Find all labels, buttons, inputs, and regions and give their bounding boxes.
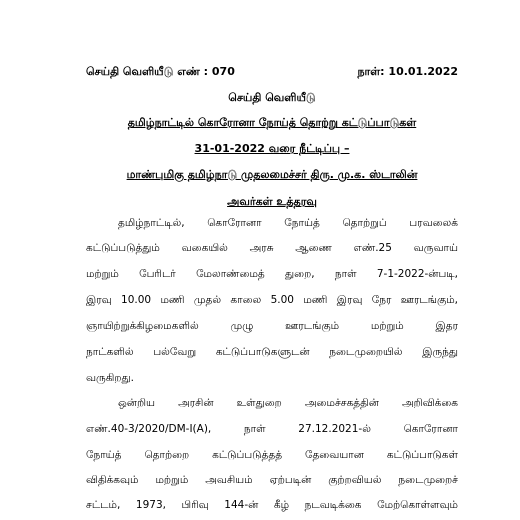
headline-line-2: 31-01-2022 வரை நீட்டிப்பு –: [194, 142, 350, 155]
paragraph-1-line: நாட்களில் பல்வேறு கட்டுப்பாடுகளுடன் நடைமுறையில் இருந்து: [86, 346, 458, 358]
headline-line-3: மாண்புமிகு தமிழ்நாடு முதலமைச்சர் திரு. மு.க. ஸ்டாலின்: [126, 168, 418, 181]
press-release-title: செய்தி வெளியீடு: [228, 91, 316, 104]
paragraph-1-line: மற்றும் பேரிடர் மேலாண்மைத் துறை, நாள் 7-1-2022-ன்படி,: [86, 268, 458, 280]
paragraph-2-line: எண்.40-3/2020/DM-I(A), நாள் 27.12.2021-ல் கொரோனா: [86, 423, 458, 435]
headline-line-4: அவர்கள் உத்தரவு: [227, 195, 317, 208]
paragraph-2-line: விதிக்கவும் மற்றும் அவசியம் ஏற்படின் குற்றவியல் நடைமுறைச்: [86, 474, 458, 486]
release-date: நாள்: 10.01.2022: [357, 65, 458, 78]
paragraph-1-line: கட்டுப்படுத்தும் வகையில் அரசு ஆணை எண்.25 வருவாய்: [86, 242, 458, 254]
paragraph-1-line: வருகிறது.: [86, 372, 134, 384]
paragraph-1-line: ஞாயிற்றுக்கிழமைகளில் முழு ஊரடங்கும் மற்றும் இதர: [86, 320, 458, 332]
release-header: [86, 65, 458, 81]
headline-line-1: தமிழ்நாட்டில் கொரோனா நோய்த் தொற்று கட்டுப்பாடுகள்: [127, 116, 417, 129]
release-number: செய்தி வெளியீடு எண் : 070: [86, 65, 235, 78]
paragraph-1-line: இரவு 10.00 மணி முதல் காலை 5.00 மணி இரவு நேர ஊரடங்கும்,: [86, 294, 458, 306]
paragraph-1-line: தமிழ்நாட்டில், கொரோனா நோய்த் தொற்றுப் பரவலைக்: [118, 217, 458, 229]
paragraph-2-line: சட்டம், 1973, பிரிவு 144-ன் கீழ் நடவடிக்கை மேற்கொள்ளவும்: [86, 499, 458, 511]
paragraph-2-line: நோய்த் தொற்றை கட்டுப்படுத்தத் தேவையான கட்டுப்பாடுகள்: [86, 449, 458, 461]
paragraph-2-line: ஒன்றிய அரசின் உள்துறை அமைச்சகத்தின் அறிவிக்கை: [118, 397, 458, 409]
